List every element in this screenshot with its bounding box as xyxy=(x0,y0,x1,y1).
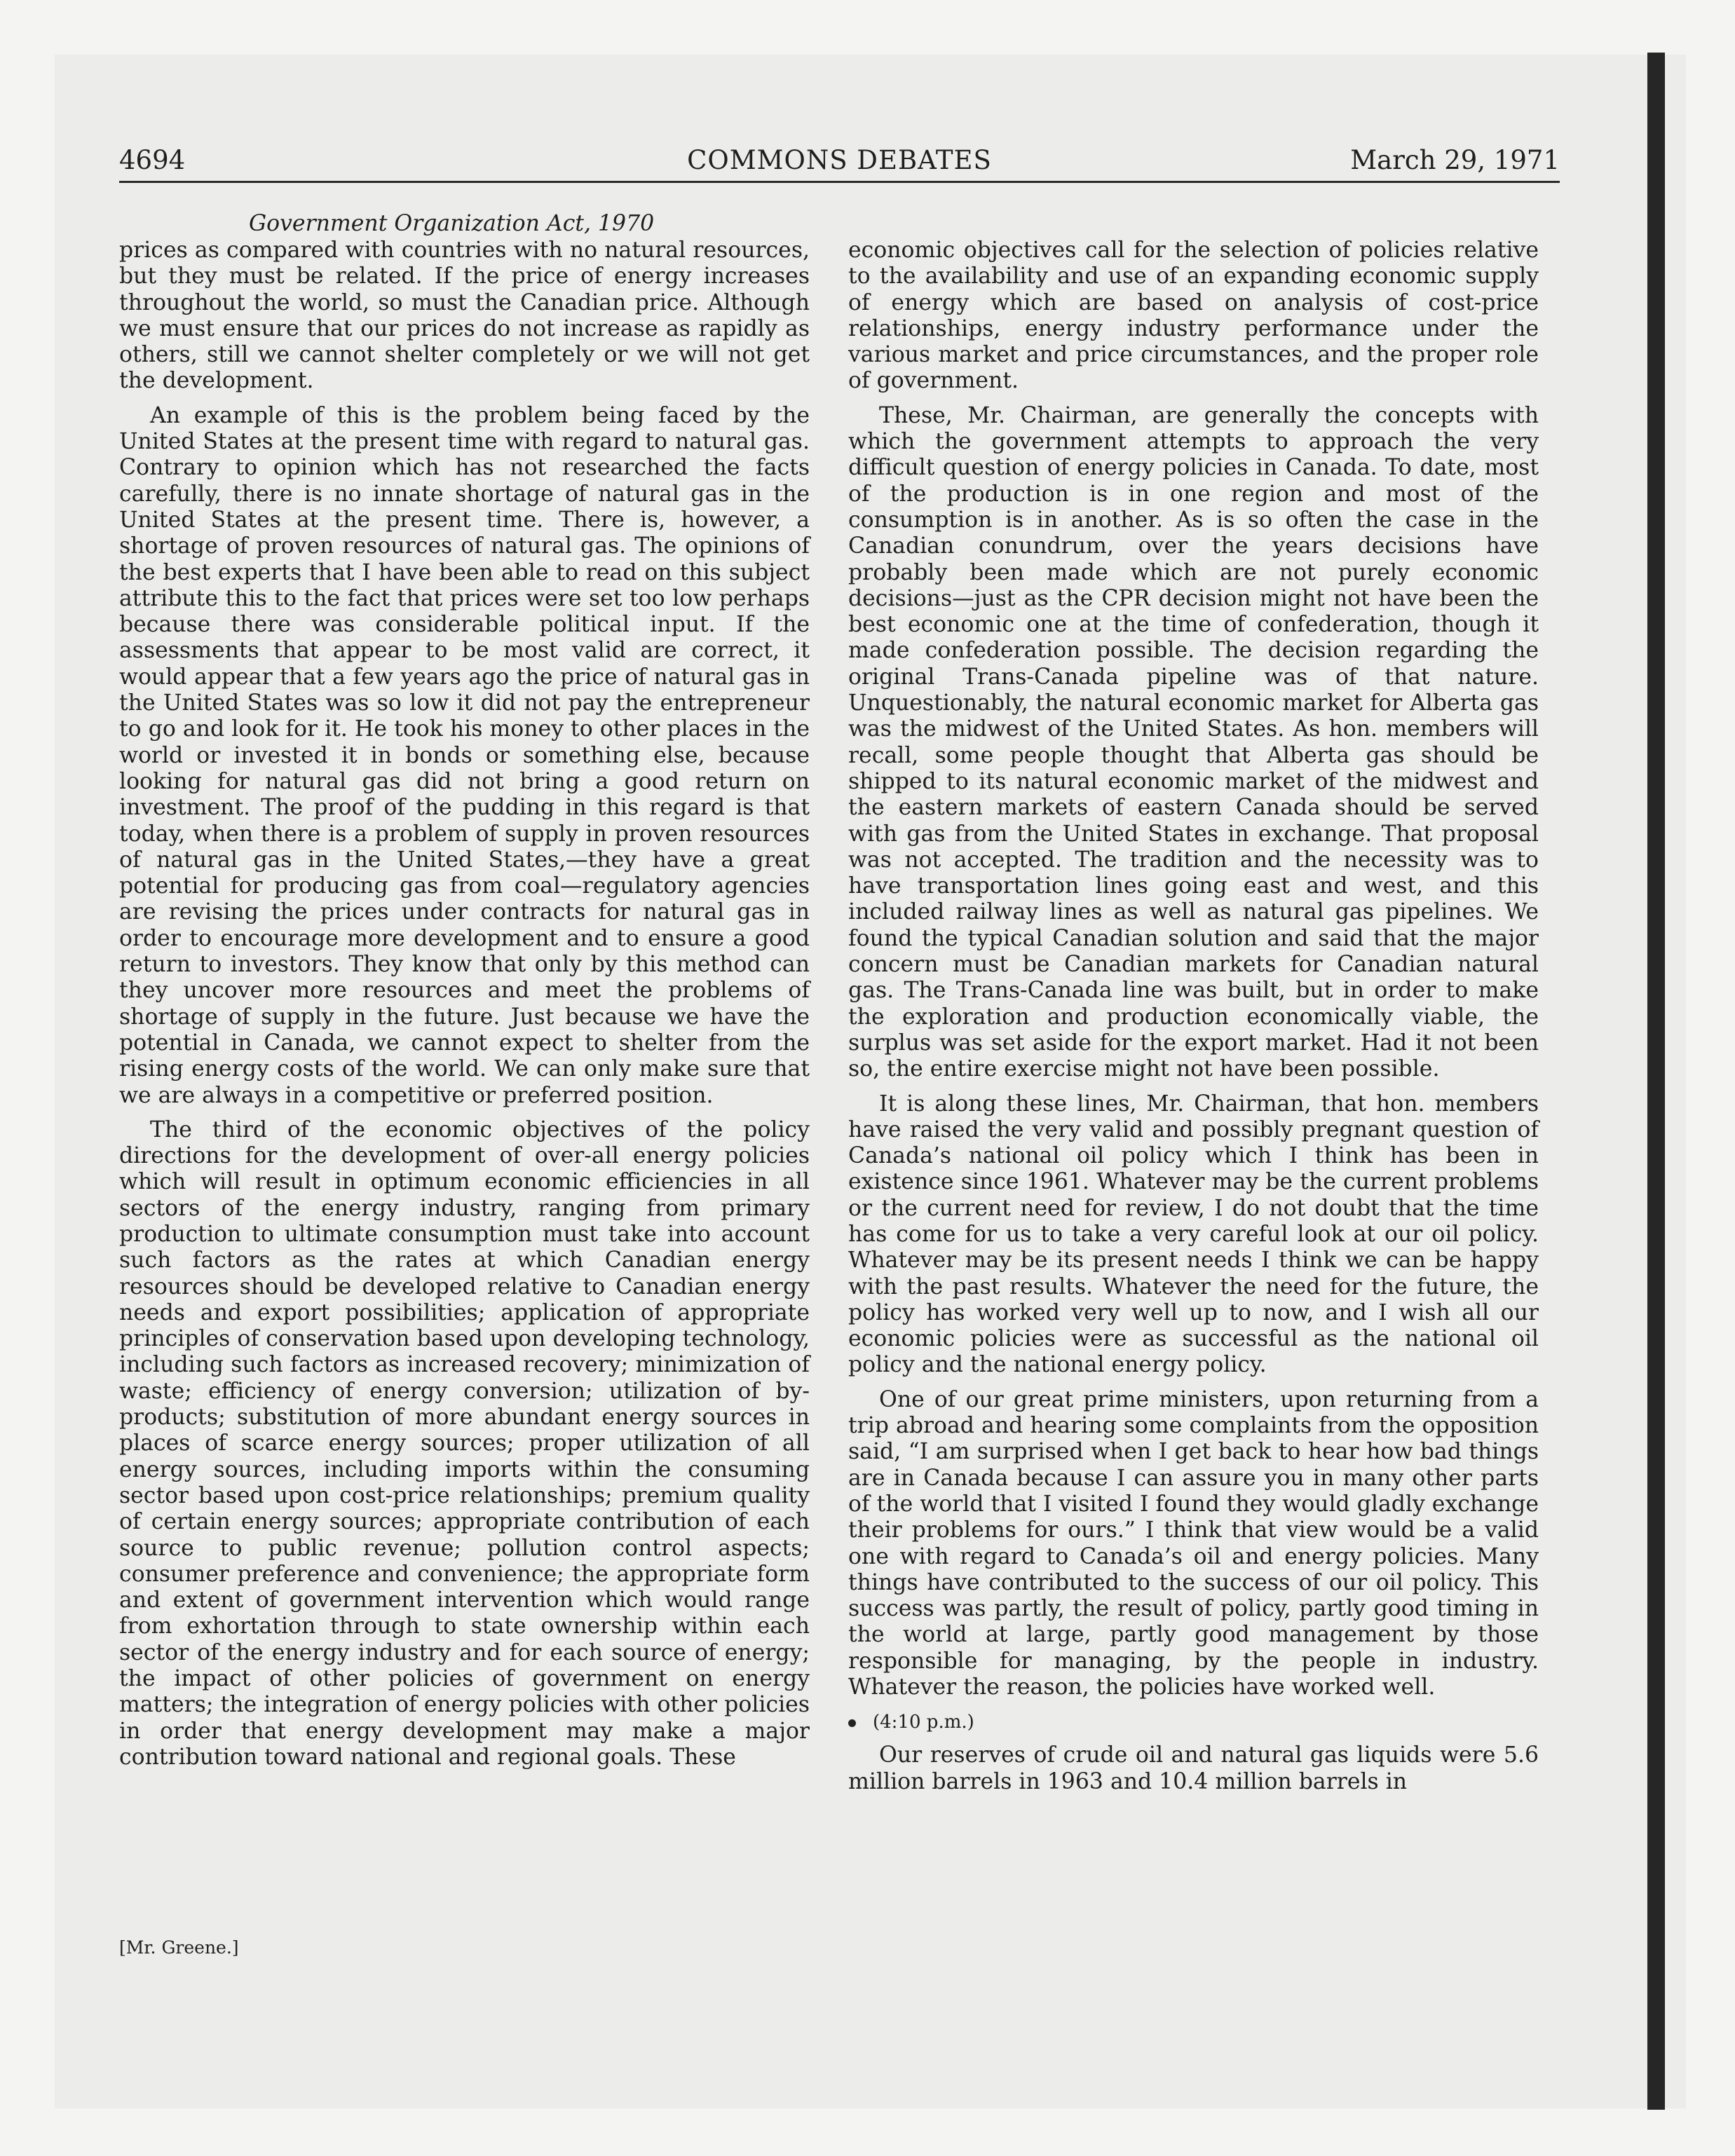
scan-edge-shadow xyxy=(1647,53,1665,2110)
issue-date: March 29, 1971 xyxy=(1350,145,1560,175)
right-column xyxy=(848,238,1539,1795)
paragraph: One of our great prime ministers, upon returning from a trip abroad and hearing some complaints from the opposition said, “I am surprised when I get back to hear how bad things are in Canada because I can assure you in many other parts of the world that I visited I found they would gladly exchange their problems for ours.” I think that view would be a valid one with regard to Canada’s oil and energy policies. Many things have contributed to the success of our oil policy. This success was partly, the result of policy, partly good timing in the world at large, partly good management by those responsible for managing, by the people in industry. Whatever the reason, the policies have worked well. xyxy=(848,1386,1539,1700)
left-column xyxy=(119,210,810,1770)
paragraph: These, Mr. Chairman, are generally the concepts with which the government attempts to approach the very difficult question of energy policies in Canada. To date, most of the production is in one region and most of the consumption is in another. As is so often the case in the Canadian conundrum, over the years decisions have probably been made which are not purely economic decisions—just as the CPR decision might not have been the best economic one at the time of confederation, though it made confederation possible. The decision regarding the original Trans-Canada pipeline was of that nature. Unquestionably, the natural economic market for Alberta gas was the midwest of the United States. As hon. members will recall, some people thought that Alberta gas should be shipped to its natural economic market of the midwest and the eastern markets of eastern Canada should be served with gas from the United States in exchange. That proposal was not accepted. The tradition and the necessity was to have transportation lines going east and west, and this included railway lines as well as natural gas pipelines. We found the typical Canadian solution and said that the major concern must be Canadian markets for Canadian natural gas. The Trans-Canada line was built, but in order to make the exploration and production economically viable, the surplus was set aside for the export market. Had it not been so, the entire exercise might not have been possible. xyxy=(848,402,1539,1082)
page-number: 4694 xyxy=(119,145,186,175)
speaker-attribution: [Mr. Greene.] xyxy=(119,1937,239,1958)
publication-title: COMMONS DEBATES xyxy=(687,145,992,175)
time-stamp-text: (4:10 p.m.) xyxy=(873,1712,974,1733)
paragraph: economic objectives call for the selection of policies relative to the availability and use of an expanding economic supply of energy which are based on analysis of cost-price relationships, energy industry performance under the various market and price circumstances, and the proper role of government. xyxy=(848,238,1539,394)
paragraph: An example of this is the problem being faced by the United States at the present time with regard to natural gas. Contrary to opinion which has not researched the facts carefully, there is no innate shortage of natural gas in the United States at the present time. There is, however, a shortage of proven resources of natural gas. The opinions of the best experts that I have been able to read on this subject attribute this to the fact that prices were set too low perhaps because there was considerable political input. If the assessments that appear to be most valid are correct, it would appear that a few years ago the price of natural gas in the United States was so low it did not pay the entrepreneur to go and look for it. He took his money to other places in the world or invested it in bonds or something else, because looking for natural gas did not bring a good return on investment. The proof of the pudding in this regard is that today, when there is a problem of supply in proven resources of natural gas in the United States,—they have a great potential for producing gas from coal—regulatory agencies are revising the prices under contracts for natural gas in order to encourage more development and to ensure a good return to investors. They know that only by this method can they uncover more resources and meet the problems of shortage of supply in the future. Just because we have the potential in Canada, we cannot expect to shelter from the rising energy costs of the world. We can only make sure that we are always in a competitive or preferred position. xyxy=(119,402,810,1108)
section-heading: Government Organization Act, 1970 xyxy=(249,211,655,236)
paragraph: It is along these lines, Mr. Chairman, that hon. members have raised the very valid and possibly pregnant question of Canada’s national oil policy which I think has been in existence since 1961. Whatever may be the current problems or the current need for review, I do not doubt that the time has come for us to take a very careful look at our oil policy. Whatever may be its present needs I think we can be happy with the past results. Whatever the need for the future, the policy has worked very well up to now, and I wish all our economic policies were as successful as the national oil policy and the national energy policy. xyxy=(848,1091,1539,1378)
bullet-icon xyxy=(848,1719,856,1727)
time-stamp xyxy=(848,1710,1539,1734)
paragraph: The third of the economic objectives of the policy directions for the development of over-all energy policies which will result in optimum economic efficiencies in all sectors of the energy industry, ranging from primary production to ultimate consumption must take into account such factors as the rates at which Canadian energy resources should be developed relative to Canadian energy needs and export possibilities; application of appropriate principles of conservation based upon developing technology, including such factors as increased recovery; minimization of waste; efficiency of energy conversion; utilization of by-products; substitution of more abundant energy sources in places of scarce energy sources; proper utilization of all energy sources, including imports within the consuming sector based upon cost-price relationships; premium quality of certain energy sources; appropriate contribution of each source to public revenue; pollution control aspects; consumer preference and convenience; the appropriate form and extent of government intervention which would range from exhortation through to state ownership within each sector of the energy industry and for each source of energy; the impact of other policies of government on energy matters; the integration of energy policies with other policies in order that energy development may make a major contribution toward national and regional goals. These xyxy=(119,1117,810,1770)
paragraph: Our reserves of crude oil and natural gas liquids were 5.6 million barrels in 1963 and 10.4 million barrels in xyxy=(848,1742,1539,1794)
paragraph: prices as compared with countries with no natural resources, but they must be related. If the price of energy increases throughout the world, so must the Canadian price. Although we must ensure that our prices do not increase as rapidly as others, still we cannot shelter completely or we will not get the development. xyxy=(119,238,810,394)
running-header xyxy=(119,140,1560,183)
document-page xyxy=(119,140,1560,2033)
